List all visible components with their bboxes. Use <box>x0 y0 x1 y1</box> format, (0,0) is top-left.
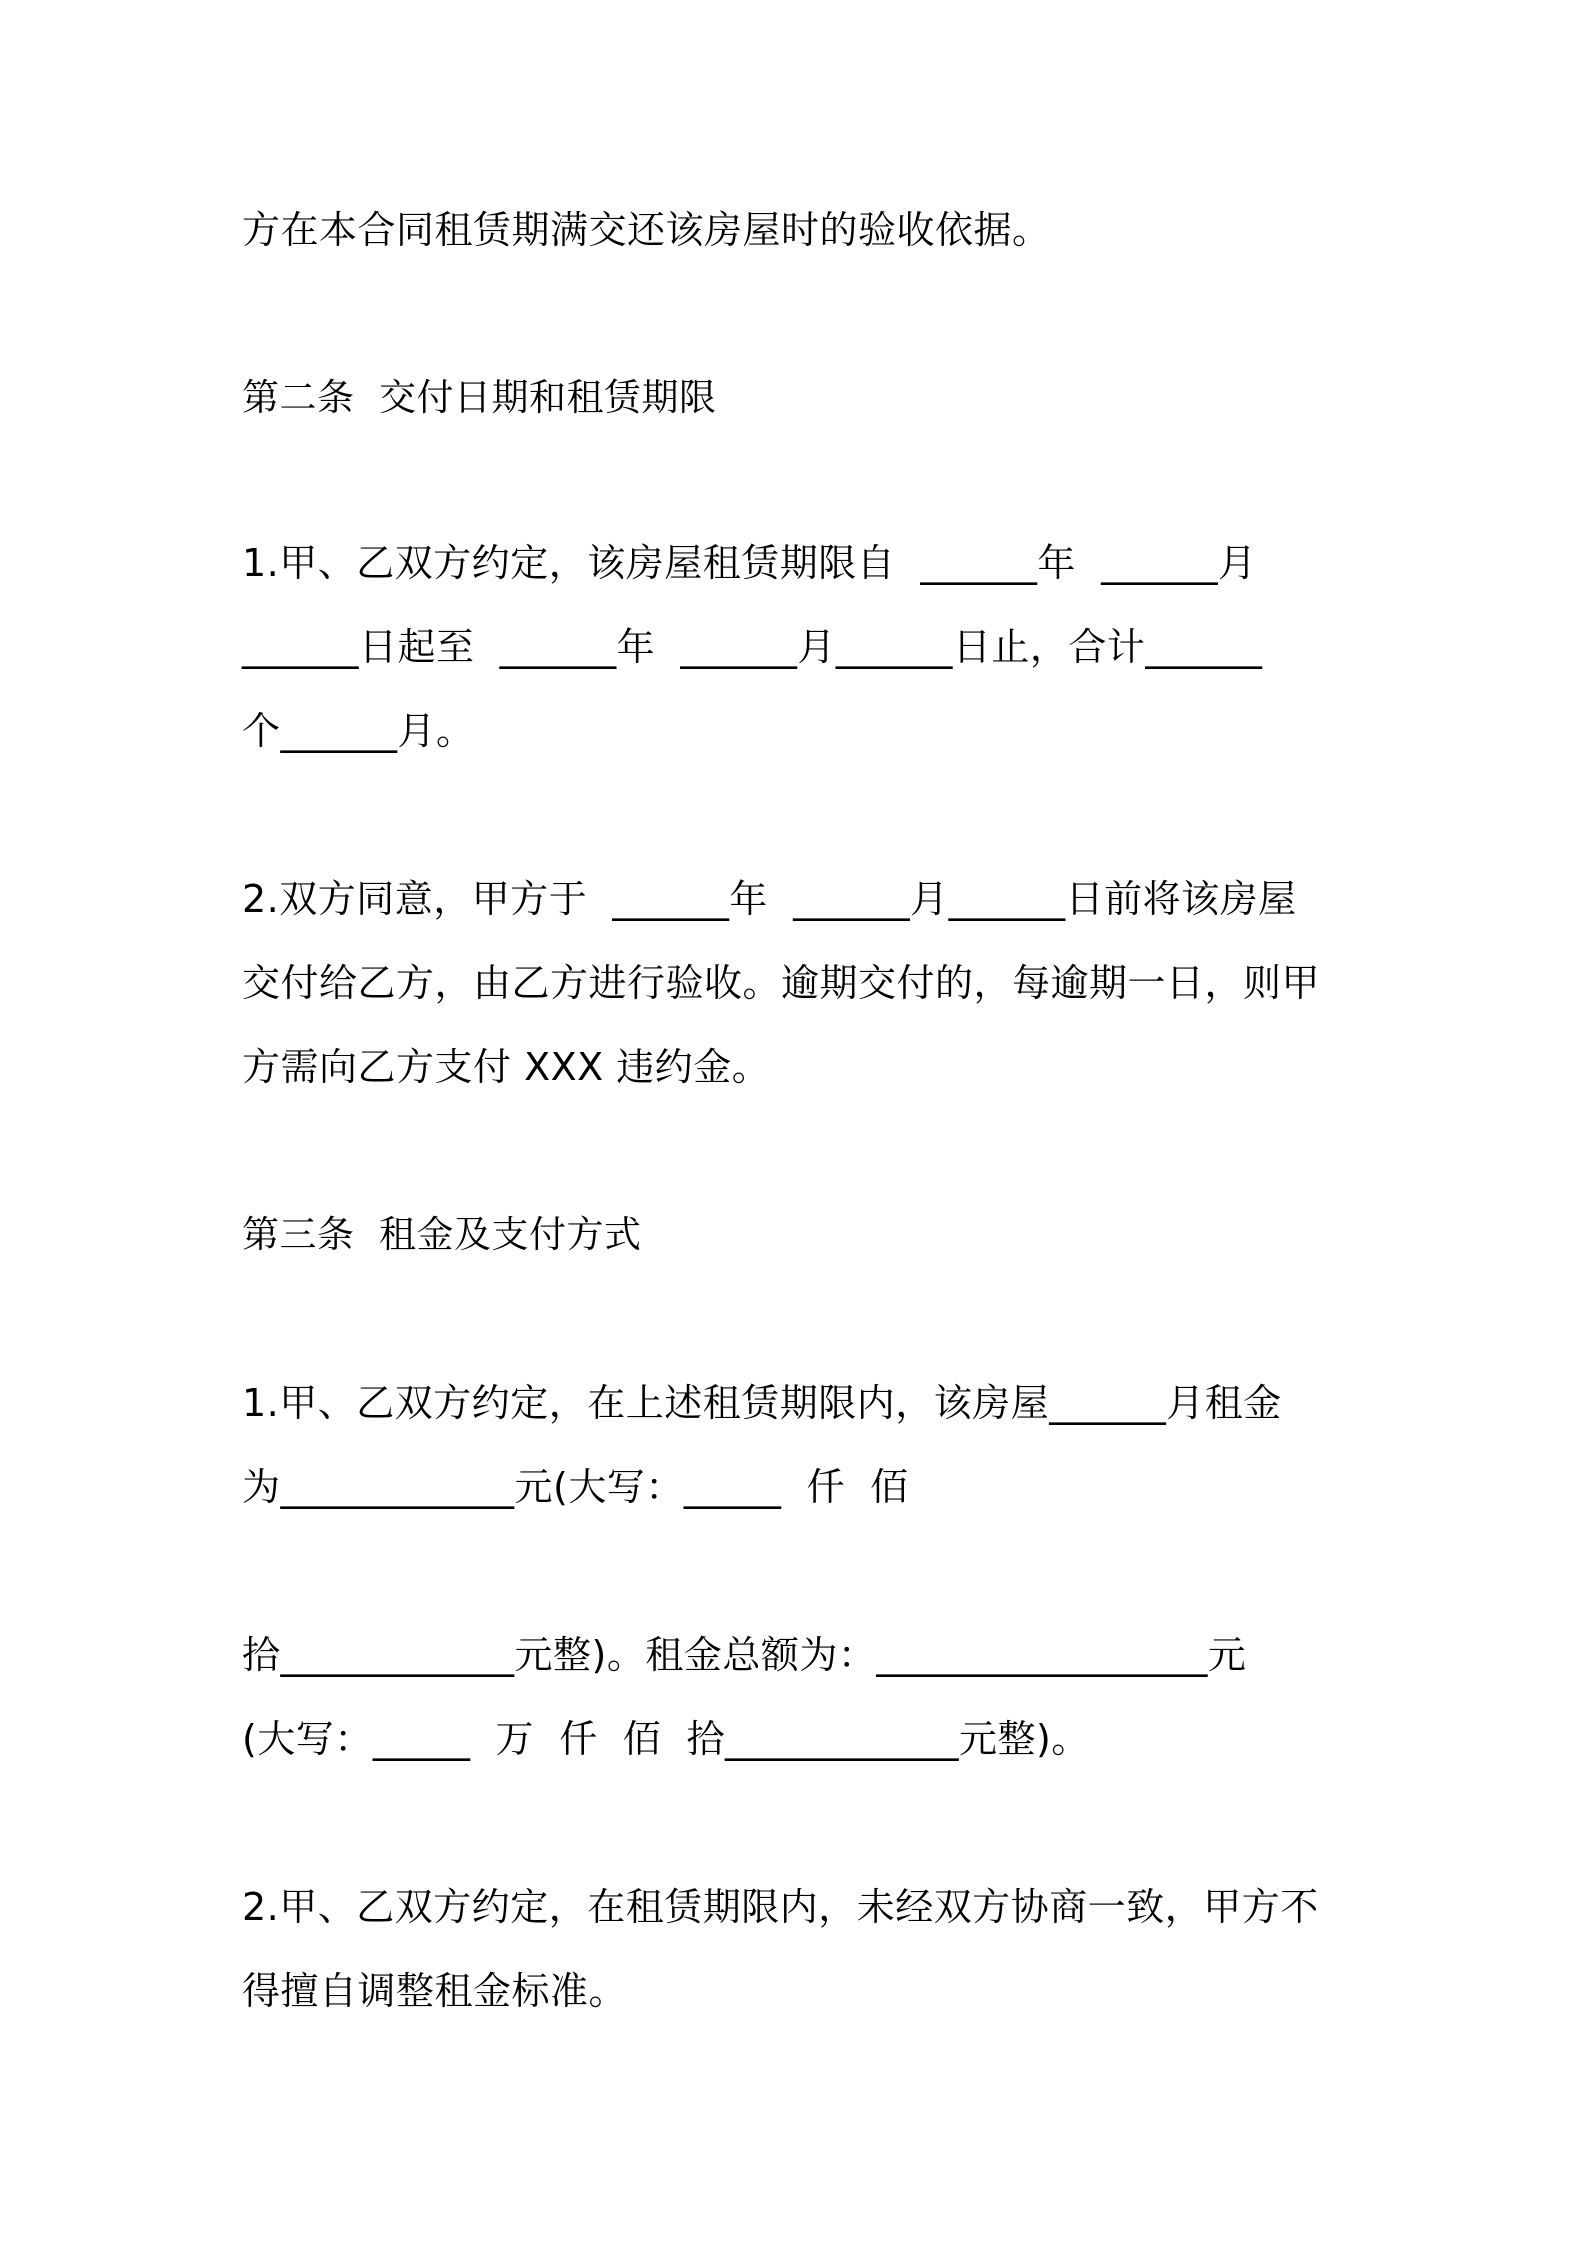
article-2-heading: 第二条 交付日期和租赁期限 <box>242 376 717 419</box>
article-3-clause-1-line-2: 为____________元(大写：_____ 仟 佰 <box>242 1465 909 1509</box>
article-3-clause-2-line-1: 2.甲、乙双方约定，在租赁期限内，未经双方协商一致，甲方不 <box>242 1885 1319 1929</box>
article-3-clause-1-line-4: (大写：_____ 万 仟 佰 拾____________元整)。 <box>242 1717 1090 1761</box>
paragraph-line-inspection-basis: 方在本合同租赁期满交还该房屋时的验收依据。 <box>242 208 1051 252</box>
article-3-clause-2-line-2: 得擅自调整租金标准。 <box>242 1969 628 2013</box>
article-2-clause-2-line-1: 2.双方同意，甲方于 ______年 ______月______日前将该房屋 <box>242 877 1297 921</box>
article-2-clause-1-line-2: ______日起至 ______年 ______月______日止，合计______ <box>242 625 1263 669</box>
article-2-clause-2-line-3: 方需向乙方支付 XXX 违约金。 <box>242 1045 771 1089</box>
article-3-clause-1-line-1: 1.甲、乙双方约定，在上述租赁期限内，该房屋______月租金 <box>242 1381 1282 1425</box>
article-3-heading: 第三条 租金及支付方式 <box>242 1213 642 1256</box>
article-2-clause-1-line-1: 1.甲、乙双方约定，该房屋租赁期限自 ______年 ______月 <box>242 541 1257 585</box>
article-3-clause-1-line-3: 拾____________元整)。租金总额为：_________________元 <box>242 1633 1247 1677</box>
article-2-clause-2-line-2: 交付给乙方，由乙方进行验收。逾期交付的，每逾期一日，则甲 <box>242 961 1321 1005</box>
article-2-clause-1-line-3: 个______月。 <box>242 709 475 753</box>
